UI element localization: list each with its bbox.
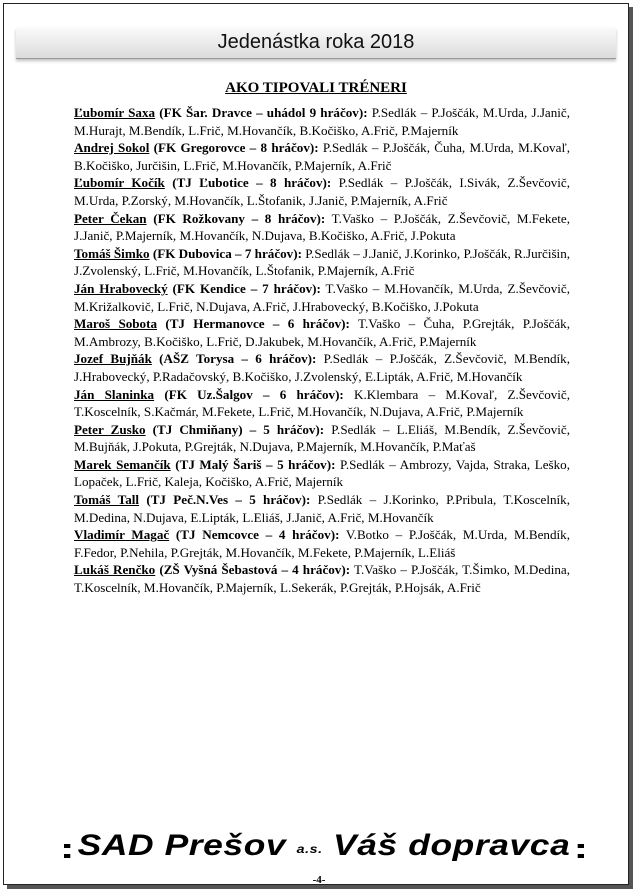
- coach-name: Ján Hrabovecký: [74, 280, 168, 296]
- coach-name: Ľubomír Kočík: [74, 175, 165, 191]
- coach-entry: [74, 491, 570, 526]
- footer-brand-banner: [64, 829, 584, 872]
- coach-entry: [74, 210, 570, 245]
- coach-entry: [74, 104, 570, 139]
- coach-entry: [74, 456, 570, 491]
- predicted-lineup: P.Sedlák – L.Eliáš, M.Bendík, Z.Ševčovič, M.Bujňák, J.Pokuta, P.Grejták, N.Dujava, P.Majerník, M.Hovančík, P.Maťaš: [74, 421, 571, 455]
- club-and-score: (FK Kendice – 7 hráčov):: [167, 280, 321, 296]
- club-and-score: (TJ Chmiňany) – 5 hráčov):: [145, 421, 325, 437]
- club-and-score: (FK Šar. Dravce – uhádol 9 hráčov):: [155, 105, 368, 120]
- club-and-score: (TJ Peč.N.Ves – 5 hráčov):: [139, 492, 311, 508]
- club-and-score: (TJ Hermanovce – 6 hráčov):: [157, 316, 350, 332]
- predicted-lineup: T.Vaško – M.Hovančík, M.Urda, Z.Ševčovič, M.Križalkovič, L.Frič, N.Dujava, A.Frič, J.Hrabovecký, B.Kočiško, J.Pokuta: [74, 280, 571, 314]
- club-and-score: (FK Uz.Šalgov – 6 hráčov):: [154, 386, 344, 402]
- club-and-score: (AŠZ Torysa – 6 hráčov):: [151, 351, 317, 367]
- coach-entry: [74, 280, 570, 315]
- predicted-lineup: P.Sedlák – J.Janič, J.Korinko, P.Joščák, R.Jurčišin, J.Zvolenský, L.Frič, M.Hovančík, L.Štofanik, P.Majerník, A.Frič: [74, 245, 571, 279]
- brand-tagline: Váš dopravca: [333, 829, 571, 862]
- footer-brand-logo: [17, 829, 631, 863]
- coach-name: Ľubomír Saxa: [74, 105, 156, 120]
- club-and-score: (TJ Malý Šariš – 5 hráčov):: [170, 456, 336, 472]
- predicted-lineup: P.Sedlák – P.Joščák, M.Urda, J.Janič, M.Hurajt, M.Bendík, L.Frič, M.Hovančík, B.Kočiško, A.Frič, P.Majerník: [74, 105, 570, 138]
- page-title: Jedenástka roka 2018: [217, 31, 415, 53]
- coach-name: Maroš Sobota: [74, 316, 158, 332]
- predicted-lineup: P.Sedlák – Ambrozy, Vajda, Straka, Leško, Lopaček, L.Frič, Kaleja, Kočiško, A.Frič, Majerník: [74, 456, 570, 490]
- page-frame: [3, 3, 629, 885]
- coach-name: Peter Čekan: [74, 210, 147, 226]
- coach-name: Tomáš Tall: [74, 492, 140, 508]
- section-heading: AKO TIPOVALI TRÉNERI: [225, 80, 407, 96]
- club-and-score: (TJ Nemcovce – 4 hráčov):: [169, 527, 340, 543]
- coach-name: Andrej Sokol: [74, 140, 150, 156]
- coach-entry: [74, 386, 570, 421]
- page-number: -4-: [312, 874, 326, 886]
- brand-name: SAD Prešov: [77, 829, 287, 862]
- predicted-lineup: P.Sedlák – P.Joščák, Čuha, M.Urda, M.Kovaľ, B.Kočiško, Jurčišin, L.Frič, M.Hovančík, P.Majerník, A.Frič: [74, 140, 570, 173]
- coach-entry: [74, 315, 570, 350]
- predicted-lineup: T.Vaško – Čuha, P.Grejták, P.Joščák, M.Ambrozy, B.Kočiško, L.Frič, D.Jakubek, M.Hovančík, A.Frič, P.Majerník: [74, 316, 570, 349]
- club-and-score: (FK Rožkovany – 8 hráčov):: [146, 210, 326, 226]
- predicted-lineup: P.Sedlák – P.Joščák, Z.Ševčovič, M.Bendík, J.Hrabovecký, P.Radačovský, B.Kočiško, J.Zvolenský, E.Lipták, A.Frič, M.Hovančík: [74, 351, 570, 384]
- coach-name: Ján Slaninka: [74, 386, 155, 402]
- coach-name: Jozef Bujňák: [74, 351, 152, 367]
- coach-entry: [74, 174, 570, 209]
- coach-predictions-list: [74, 104, 570, 597]
- coach-name: Vladimír Magač: [74, 527, 170, 543]
- coach-entry: [74, 245, 570, 280]
- predicted-lineup: V.Botko – P.Joščák, M.Urda, M.Bendík, F.Fedor, P.Nehila, P.Grejták, M.Hovančík, M.Fekete, P.Majerník, L.Eliáš: [74, 527, 570, 560]
- coach-entry: [74, 526, 570, 561]
- predicted-lineup: T.Vaško – P.Joščák, Z.Ševčovič, M.Fekete, J.Janič, P.Majerník, M.Hovančík, N.Dujava, B.Kočiško, A.Frič, J.Pokuta: [74, 210, 570, 244]
- predicted-lineup: P.Sedlák – P.Joščák, I.Sivák, Z.Ševčovič, M.Urda, P.Zorský, M.Hovančík, L.Štofanik, J.Janič, P.Majerník, A.Frič: [74, 175, 571, 208]
- coach-entry: [74, 350, 570, 385]
- coach-name: Tomáš Šimko: [74, 245, 150, 261]
- coach-name: Marek Semančík: [74, 456, 171, 472]
- predicted-lineup: K.Klembara – M.Kovaľ, Z.Ševčovič, T.Koscelník, S.Kačmár, M.Fekete, L.Frič, M.Hovančík, N.Dujava, A.Frič, P.Majerník: [74, 386, 571, 420]
- predicted-lineup: P.Sedlák – J.Korinko, P.Pribula, T.Koscelník, M.Dedina, N.Dujava, E.Lipták, L.Eliáš, J.Janič, A.Frič, M.Hovančík: [74, 492, 570, 525]
- club-and-score: (ZŠ Vyšná Šebastová – 4 hráčov):: [155, 562, 351, 578]
- coach-name: Peter Zusko: [74, 421, 146, 437]
- coach-entry: [74, 561, 570, 596]
- brand-separator: a.s.: [296, 842, 323, 856]
- club-and-score: (FK Gregorovce – 8 hráčov):: [149, 140, 319, 156]
- coach-entry: [74, 139, 570, 174]
- club-and-score: (TJ Ľubotice – 8 hráčov):: [164, 175, 332, 191]
- predicted-lineup: T.Vaško – P.Joščák, T.Šimko, M.Dedina, T.Koscelník, M.Hovančík, P.Majerník, L.Sekerák, P.Grejták, P.Hojsák, A.Frič: [74, 562, 571, 596]
- coach-entry: [74, 421, 570, 456]
- coach-name: Lukáš Renčko: [74, 562, 156, 578]
- club-and-score: (FK Dubovica – 7 hráčov):: [149, 245, 302, 261]
- header-bar: [16, 28, 616, 59]
